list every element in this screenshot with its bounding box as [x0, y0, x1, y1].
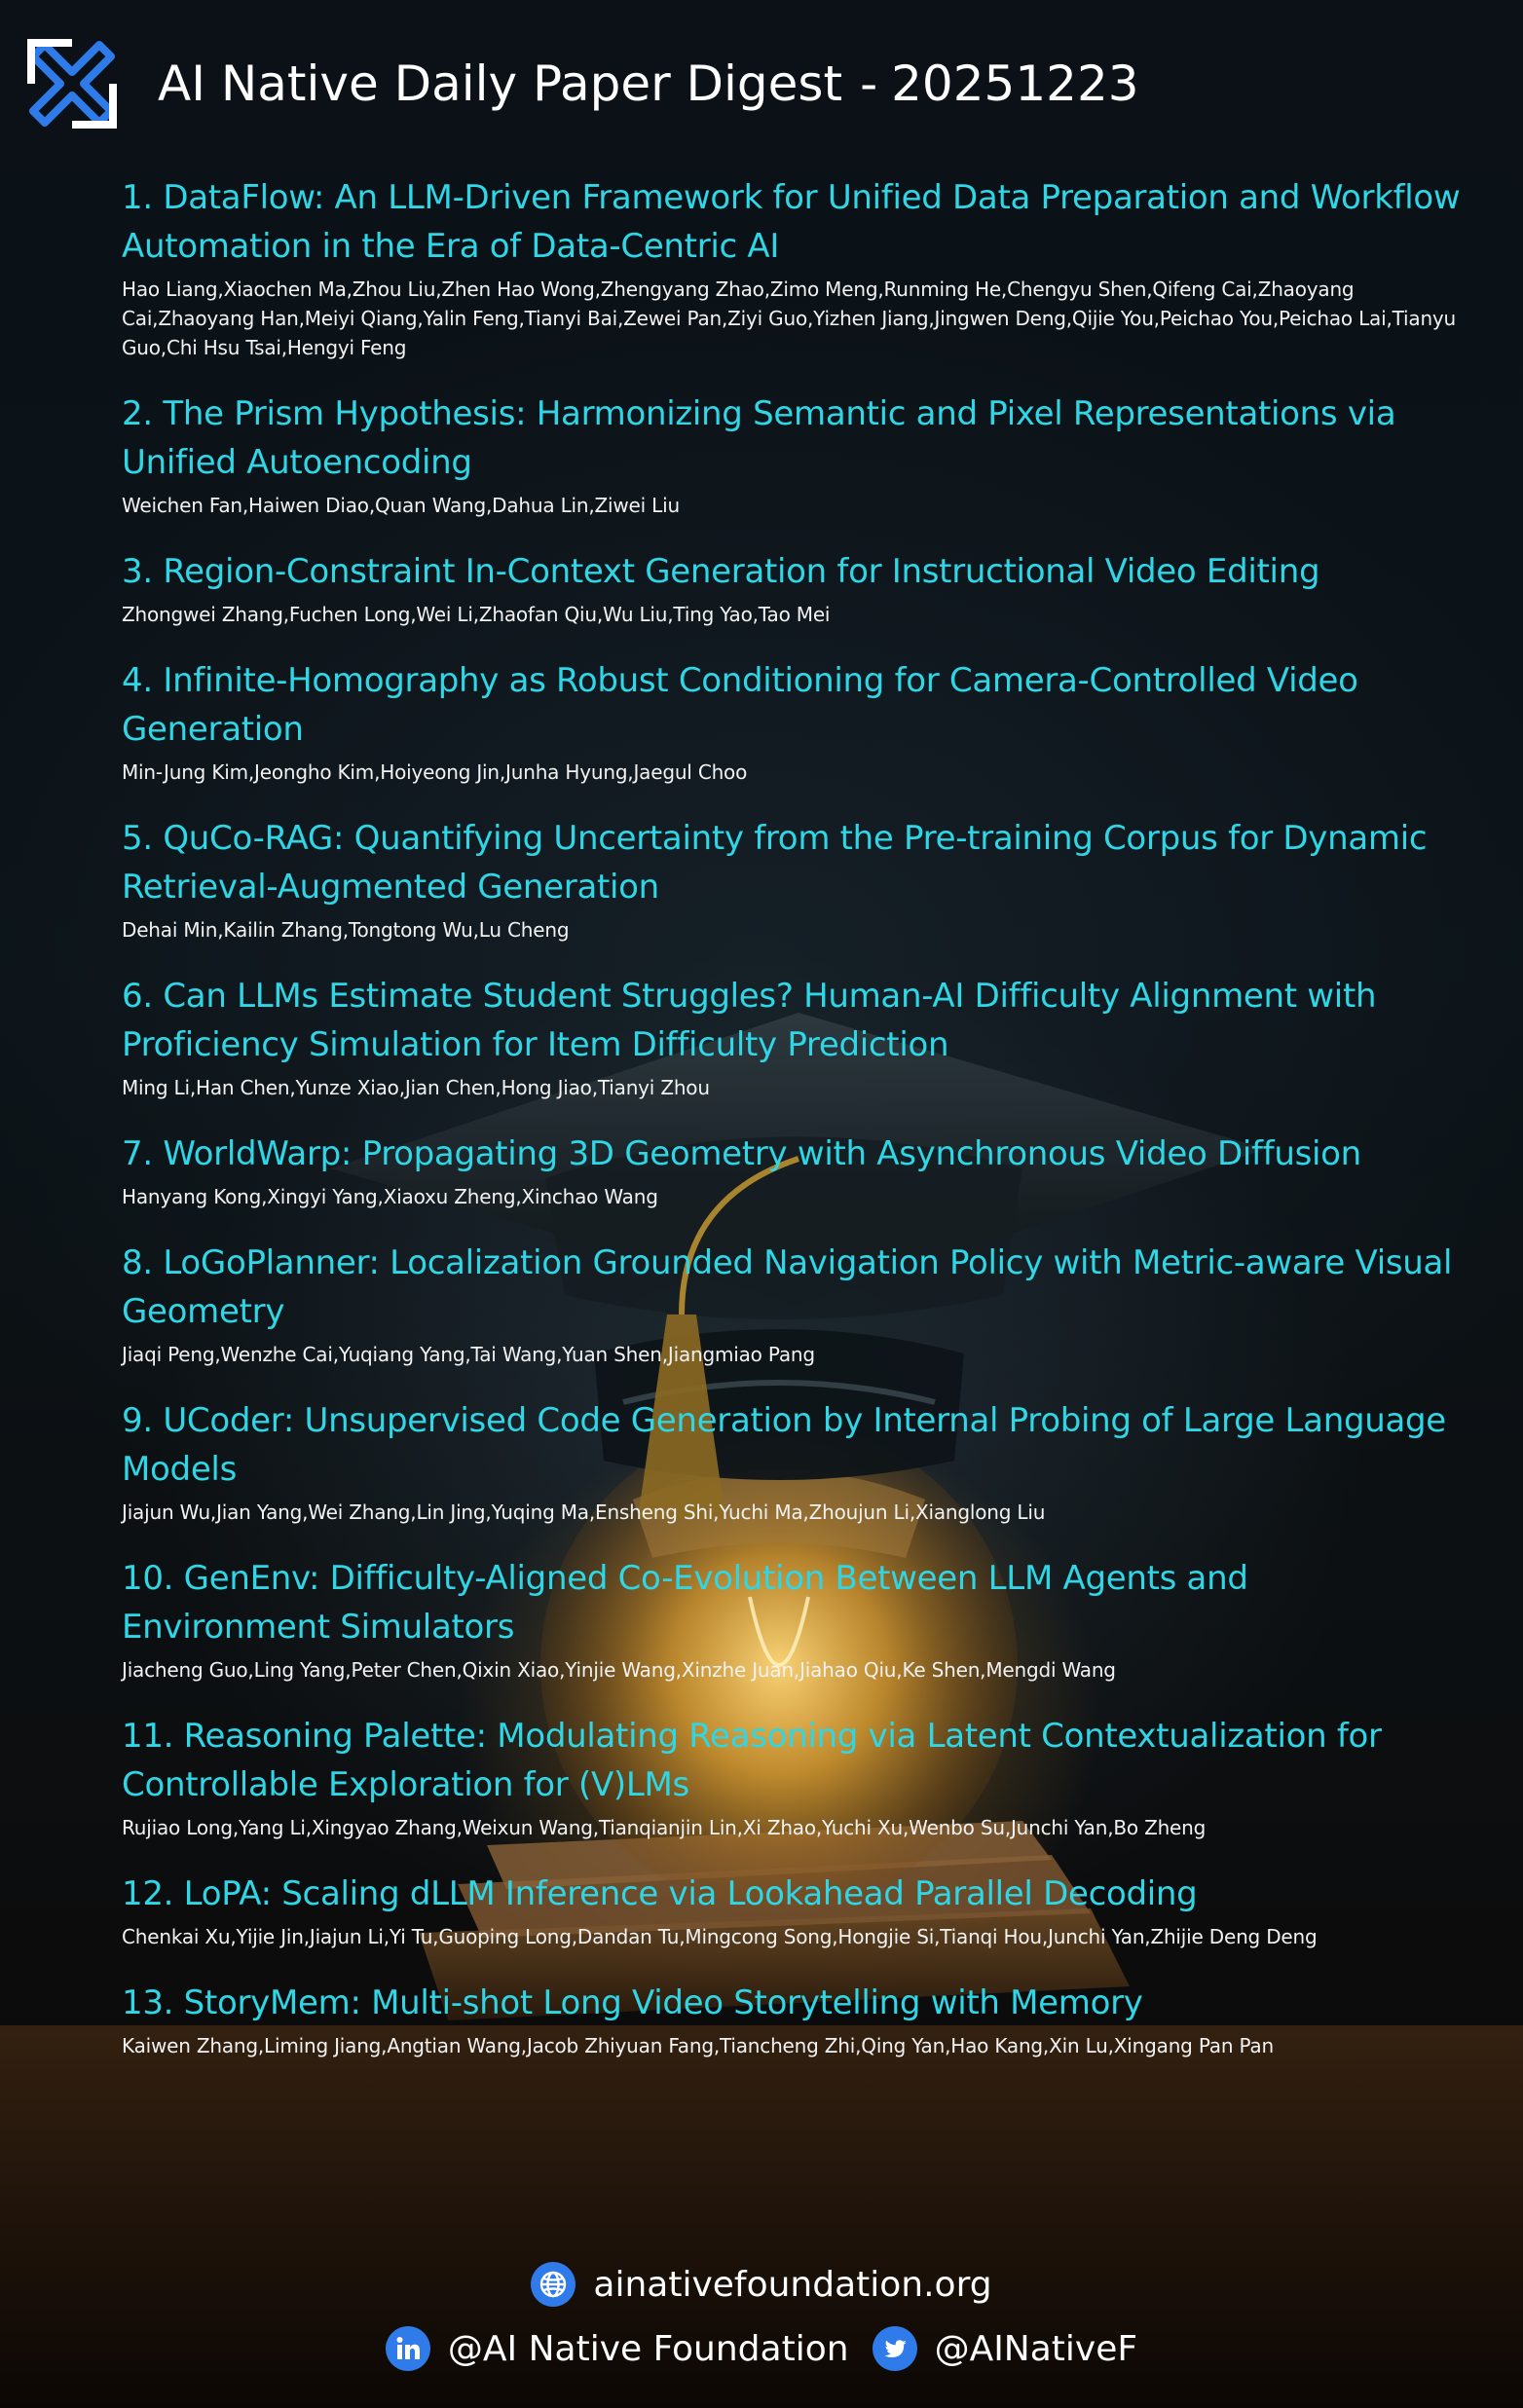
twitter-icon: [873, 2326, 917, 2371]
paper-list: [122, 173, 1466, 2088]
ai-native-logo-icon: [23, 35, 121, 132]
website-link[interactable]: ainativefoundation.org: [593, 2264, 992, 2305]
paper-item: [122, 656, 1466, 787]
page-title: [158, 56, 1139, 112]
paper-item: [122, 1870, 1466, 1951]
paper-item: [122, 547, 1466, 629]
paper-title-link[interactable]: 11. Reasoning Palette: Modulating Reasoning via Latent Contextualization for Controllable Exploration for (V)LMs: [122, 1717, 1382, 1804]
paper-item: [122, 1554, 1466, 1685]
paper-authors: Hao Liang,Xiaochen Ma,Zhou Liu,Zhen Hao Wong,Zhengyang Zhao,Zimo Meng,Runming He,Chengyu Shen,Qifeng Cai,Zhaoyang Cai,Zhaoyang Han,Meiyi Qiang,Yalin Feng,Tianyi Bai,Zewei Pan,Ziyi Guo,Yizhen Jiang,Jingwen Deng,Qijie You,Peichao You,Peichao Lai,Tianyu Guo,Chi Hsu Tsai,Hengyi Feng: [122, 278, 1457, 359]
paper-authors: Weichen Fan,Haiwen Diao,Quan Wang,Dahua Lin,Ziwei Liu: [122, 494, 680, 517]
paper-title-link[interactable]: 10. GenEnv: Difficulty-Aligned Co-Evolution Between LLM Agents and Environment Simulators: [122, 1559, 1248, 1647]
paper-authors: Chenkai Xu,Yijie Jin,Jiajun Li,Yi Tu,Guoping Long,Dandan Tu,Mingcong Song,Hongjie Si,Tianqi Hou,Junchi Yan,Zhijie Deng Deng: [122, 1925, 1318, 1948]
paper-authors: Rujiao Long,Yang Li,Xingyao Zhang,Weixun Wang,Tianqianjin Lin,Xi Zhao,Yuchi Xu,Wenbo Su,Junchi Yan,Bo Zheng: [122, 1816, 1207, 1839]
title-separator: -: [860, 56, 878, 112]
paper-authors: Zhongwei Zhang,Fuchen Long,Wei Li,Zhaofan Qiu,Wu Liu,Ting Yao,Tao Mei: [122, 603, 831, 626]
paper-authors: Dehai Min,Kailin Zhang,Tongtong Wu,Lu Cheng: [122, 918, 570, 942]
footer-website-row: [0, 2257, 1523, 2312]
paper-authors: Ming Li,Han Chen,Yunze Xiao,Jian Chen,Hong Jiao,Tianyi Zhou: [122, 1076, 710, 1099]
linkedin-icon: [386, 2326, 430, 2371]
paper-authors: Min-Jung Kim,Jeongho Kim,Hoiyeong Jin,Junha Hyung,Jaegul Choo: [122, 760, 748, 784]
paper-item: [122, 1396, 1466, 1527]
linkedin-link[interactable]: @AI Native Foundation: [447, 2328, 849, 2369]
paper-item: [122, 1239, 1466, 1369]
paper-item: [122, 1979, 1466, 2060]
paper-item: [122, 1712, 1466, 1842]
paper-authors: Kaiwen Zhang,Liming Jiang,Angtian Wang,Jacob Zhiyuan Fang,Tiancheng Zhi,Qing Yan,Hao Kang,Xin Lu,Xingang Pan Pan: [122, 2034, 1274, 2057]
digest-date: 20251223: [891, 56, 1139, 112]
paper-item: [122, 173, 1466, 362]
footer-social-row: [0, 2321, 1523, 2376]
paper-item: [122, 1130, 1466, 1211]
paper-item: [122, 814, 1466, 945]
paper-title-link[interactable]: 13. StoryMem: Multi-shot Long Video Storytelling with Memory: [122, 1983, 1143, 2022]
globe-icon: [531, 2262, 576, 2307]
header: [23, 35, 1139, 132]
paper-title-link[interactable]: 9. UCoder: Unsupervised Code Generation by Internal Probing of Large Language Models: [122, 1401, 1446, 1489]
paper-title-link[interactable]: 7. WorldWarp: Propagating 3D Geometry with Asynchronous Video Diffusion: [122, 1134, 1361, 1173]
paper-title-link[interactable]: 2. The Prism Hypothesis: Harmonizing Semantic and Pixel Representations via Unified Autoencoding: [122, 394, 1396, 482]
paper-item: [122, 389, 1466, 520]
paper-authors: Hanyang Kong,Xingyi Yang,Xiaoxu Zheng,Xinchao Wang: [122, 1185, 658, 1208]
footer: [0, 2257, 1523, 2386]
paper-title-link[interactable]: 12. LoPA: Scaling dLLM Inference via Lookahead Parallel Decoding: [122, 1874, 1198, 1913]
paper-authors: Jiajun Wu,Jian Yang,Wei Zhang,Lin Jing,Yuqing Ma,Ensheng Shi,Yuchi Ma,Zhoujun Li,Xianglong Liu: [122, 1500, 1046, 1524]
page-title-text: AI Native Daily Paper Digest: [158, 56, 843, 112]
paper-title-link[interactable]: 5. QuCo-RAG: Quantifying Uncertainty from the Pre-training Corpus for Dynamic Retrieval-Augmented Generation: [122, 819, 1428, 907]
paper-title-link[interactable]: 4. Infinite-Homography as Robust Conditioning for Camera-Controlled Video Generation: [122, 661, 1358, 749]
paper-item: [122, 972, 1466, 1102]
paper-title-link[interactable]: 8. LoGoPlanner: Localization Grounded Navigation Policy with Metric-aware Visual Geometry: [122, 1243, 1453, 1331]
paper-authors: Jiacheng Guo,Ling Yang,Peter Chen,Qixin Xiao,Yinjie Wang,Xinzhe Juan,Jiahao Qiu,Ke Shen,Mengdi Wang: [122, 1658, 1116, 1682]
paper-title-link[interactable]: 3. Region-Constraint In-Context Generation for Instructional Video Editing: [122, 552, 1320, 591]
paper-title-link[interactable]: 6. Can LLMs Estimate Student Struggles? Human-AI Difficulty Alignment with Proficiency Simulation for Item Difficulty Prediction: [122, 977, 1377, 1064]
twitter-link[interactable]: @AINativeF: [934, 2328, 1138, 2369]
paper-title-link[interactable]: 1. DataFlow: An LLM-Driven Framework for Unified Data Preparation and Workflow Automation in the Era of Data-Centric AI: [122, 178, 1461, 266]
paper-authors: Jiaqi Peng,Wenzhe Cai,Yuqiang Yang,Tai Wang,Yuan Shen,Jiangmiao Pang: [122, 1343, 815, 1366]
